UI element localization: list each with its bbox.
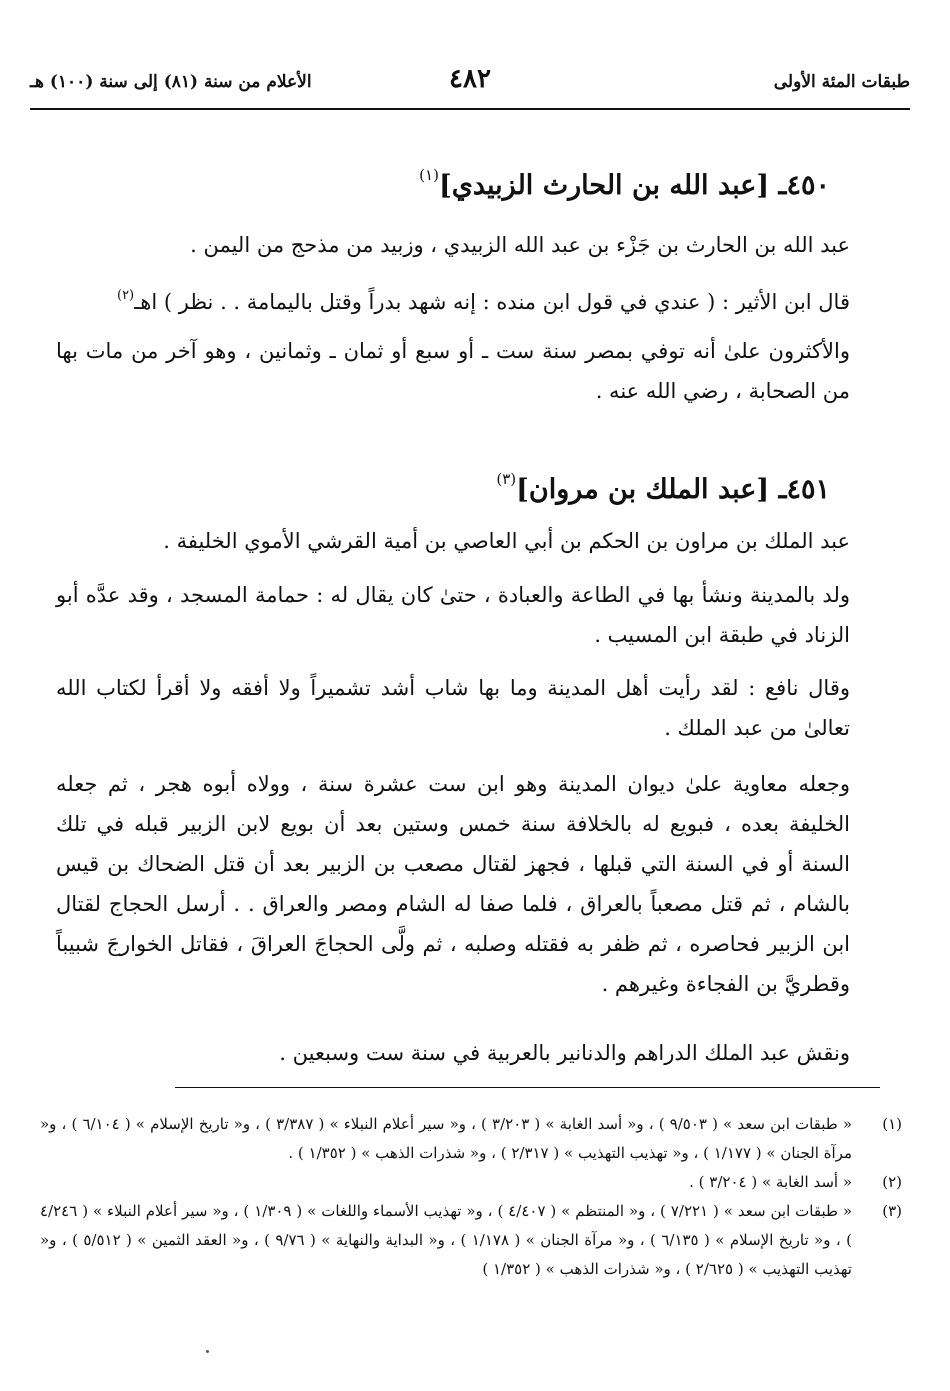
footnotes <box>40 1110 902 1284</box>
footnote-1 <box>40 1110 902 1168</box>
footnote-2 <box>40 1168 902 1197</box>
scan-speck <box>206 1350 209 1353</box>
entry-heading-450 <box>419 166 830 201</box>
page-number: ٤٨٢ <box>449 64 491 94</box>
footnote-3 <box>40 1197 902 1284</box>
footnote-ref: (٣) <box>496 470 517 488</box>
paragraph: وقال نافع : لقد رأيت أهل المدينة وما بها شاب أشد تشميراً ولا أفقه ولا أقرأ لكتاب الله تعالىٰ من عبد الملك . <box>56 676 850 740</box>
running-header <box>30 64 910 104</box>
entry-title: ٤٥١ـ [عبد الملك بن مروان] <box>516 474 830 505</box>
footnote-number: (١) <box>882 1115 902 1133</box>
paragraph: ولد بالمدينة ونشأ بها في الطاعة والعبادة ، حتىٰ كان يقال له : حمامة المسجد ، وقد عدَّه أبو الزناد في طبقة ابن المسيب . <box>56 583 850 647</box>
paragraph: والأكثرون علىٰ أنه توفي بمصر سنة ست ـ أو سبع أو ثمان ـ وثمانين ، وهو آخر من مات بها من الصحابة ، رضي الله عنه . <box>56 339 850 403</box>
paragraph <box>56 276 850 322</box>
paragraph: ونقش عبد الملك الدراهم والدنانير بالعربية في سنة ست وسبعين . <box>279 1041 850 1065</box>
footnote-text: « طبقات ابن سعد » ( ٩/٥٠٣ ) ، و« أسد الغابة » ( ٣/٢٠٣ ) ، و« سير أعلام النبلاء » ( ٣/٣٨٧ ) ، و« تاريخ الإسلام » ( ٦/١٠٤ ) ، و« مرآة الجنان » ( ١/١٧٧ ) ، و« تهذيب التهذيب » ( ٢/٣١٧ ) ، و« شذرات الذهب » ( ١/٣٥٢ ) . <box>40 1115 853 1162</box>
footnote-number: (٢) <box>882 1173 902 1191</box>
footnote-text: « طبقات ابن سعد » ( ٧/٢٢١ ) ، و« المنتظم » ( ٤/٤٠٧ ) ، و« تهذيب الأسماء واللغات » ( ١/٣٠٩ ) ، و« سير أعلام النبلاء » ( ٤/٢٤٦ ) ، و« تاريخ الإسلام » ( ٦/١٣٥ ) ، و« مرآة الجنان » ( ١/١٧٨ ) ، و« البداية والنهاية » ( ٩/٧٦ ) ، و« العقد الثمين » ( ٥/٥١٢ ) ، و« تهذيب التهذيب » ( ٢/٦٢٥ ) ، و« شذرات الذهب » ( ١/٣٥٢ ) <box>40 1202 853 1278</box>
entry-heading-451 <box>496 470 830 505</box>
header-rule <box>30 108 910 110</box>
paragraph: عبد الملك بن مراون بن الحكم بن أبي العاصي بن أمية القرشي الأموي الخليفة . <box>163 529 850 553</box>
paragraph: عبد الله بن الحارث بن جَزْء بن عبد الله الزبيدي ، وزبيد من مذحج من اليمن . <box>190 233 850 257</box>
footnote-number: (٣) <box>882 1202 902 1220</box>
header-book-title: طبقات المئة الأولى <box>773 72 910 92</box>
header-section-title: الأعلام من سنة (٨١) إلى سنة (١٠٠) هـ <box>30 72 312 92</box>
footnote-text: « أسد الغابة » ( ٣/٢٠٤ ) . <box>689 1173 852 1191</box>
footnote-rule <box>175 1087 880 1088</box>
entry-title: ٤٥٠ـ [عبد الله بن الحارث الزبيدي] <box>438 170 830 201</box>
footnote-ref: (١) <box>419 166 439 184</box>
paragraph-text: قال ابن الأثير : ( عندي في قول ابن منده : إنه شهد بدراً وقتل باليمامة . . نظر ) اهـ <box>134 290 850 314</box>
paragraph: وجعله معاوية علىٰ ديوان المدينة وهو ابن ست عشرة سنة ، وولاه أبوه هجر ، ثم جعله الخليفة بعده ، فبويع له بالخلافة سنة خمس وستين بعد أن بويع لابن الزبير قبله في تلك السنة أو في السنة التي قبلها ، فجهز لقتال مصعب بن الزبير بعد أن قتل الضحاك بن قيس بالشام ، ثم قتل مصعباً بالعراق ، فلما صفا له الشام ومصر والعراق . . أرسل الحجاج لقتال ابن الزبير فحاصره ، ثم ظفر به فقتله وصلبه ، ثم ولَّى الحجاجَ العراقَ ، فقاتل الخوارجَ شبيباً وقطريَّ بن الفجاءة وغيرهم . <box>56 772 851 996</box>
footnote-ref: (٢) <box>116 288 135 303</box>
